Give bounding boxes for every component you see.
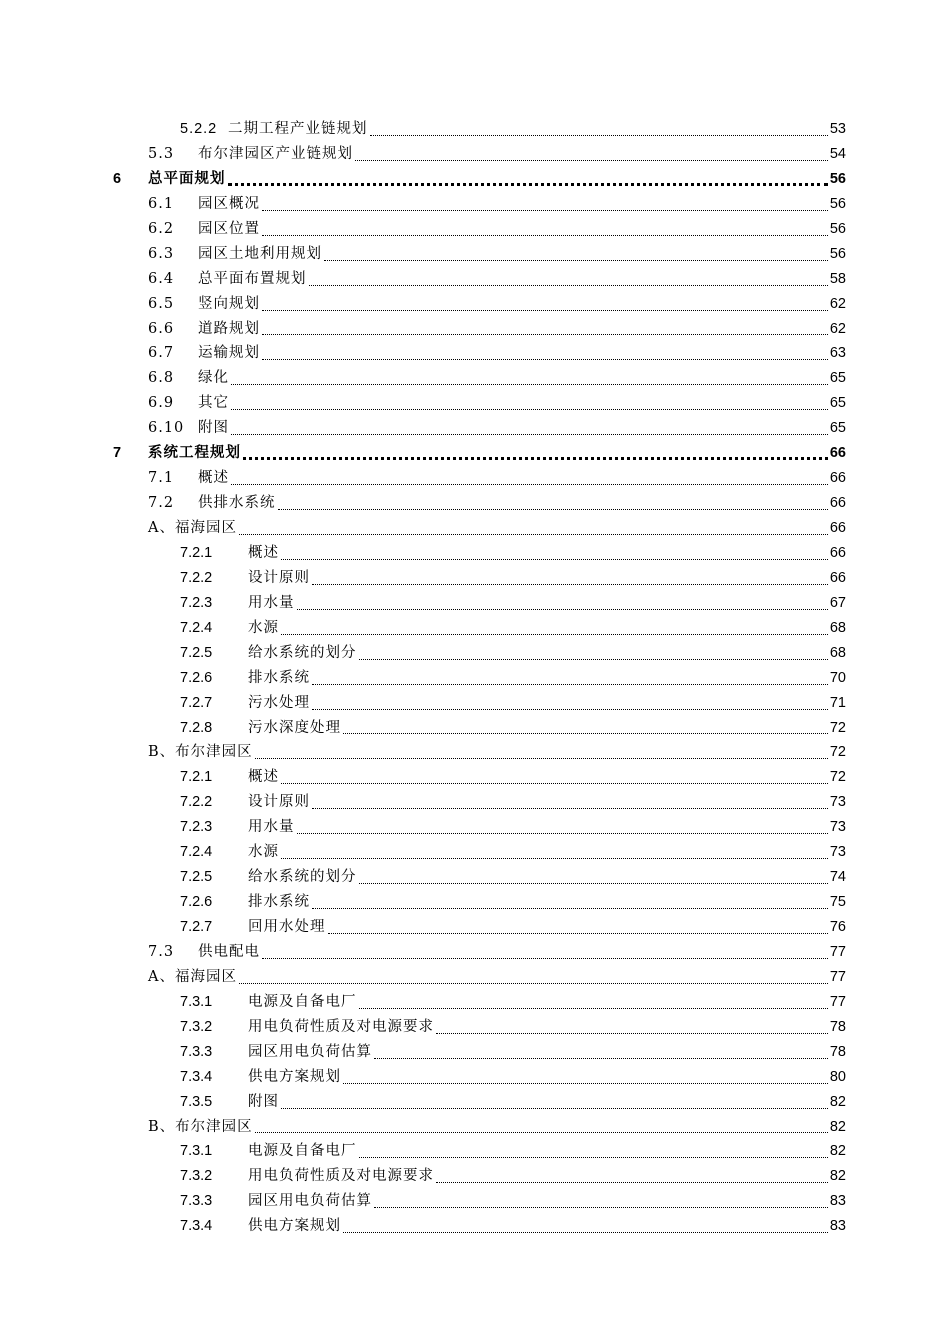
- toc-entry-page: 66: [829, 495, 846, 512]
- toc-entry-number: 5.3: [148, 145, 175, 162]
- toc-entry-title: 附图: [248, 1093, 279, 1110]
- toc-entry[interactable]: [0, 541, 950, 566]
- toc-entry-page: 82: [829, 1118, 846, 1135]
- dot-leader: [328, 933, 828, 934]
- toc-entry-title: 园区位置: [198, 220, 260, 237]
- toc-entry-number: 7.2.1: [180, 544, 213, 561]
- toc-entry-page: 56: [829, 195, 846, 212]
- toc-entry-page: 66: [829, 445, 846, 462]
- toc-entry-page: 68: [829, 619, 846, 636]
- toc-entry[interactable]: [0, 317, 950, 342]
- dot-leader: [255, 1132, 828, 1133]
- toc-entry-page: 77: [829, 968, 846, 985]
- toc-entry-page: 77: [829, 943, 846, 960]
- dot-leader: [281, 1108, 828, 1109]
- toc-entry-number: 7.3.4: [180, 1218, 213, 1235]
- toc-entry[interactable]: [0, 915, 950, 940]
- dot-leader: [239, 534, 828, 535]
- toc-entry-title: 概述: [248, 544, 279, 561]
- dot-leader: [231, 484, 828, 485]
- dot-leader: [262, 210, 828, 211]
- toc-entry-number: 7.2.4: [180, 619, 213, 636]
- toc-entry[interactable]: [0, 1090, 950, 1115]
- toc-entry-title: 其它: [198, 395, 229, 412]
- toc-entry-number: 6.8: [148, 370, 175, 387]
- toc-entry[interactable]: [0, 666, 950, 691]
- dot-leader: [312, 684, 828, 685]
- toc-entry-page: 71: [829, 694, 846, 711]
- dot-leader: [343, 1083, 828, 1084]
- toc-entry-number: 7.3.4: [180, 1068, 213, 1085]
- toc-entry-title: 供电方案规划: [248, 1218, 341, 1235]
- dot-leader: [231, 384, 828, 385]
- toc-entry[interactable]: [0, 890, 950, 915]
- dot-leader: [243, 457, 828, 460]
- toc-entry-page: 82: [829, 1093, 846, 1110]
- toc-entry-title: 概述: [248, 769, 279, 786]
- toc-entry-number: 7.2.5: [180, 644, 213, 661]
- toc-entry-number: 6.2: [148, 220, 175, 237]
- toc-entry-title: 污水深度处理: [248, 719, 341, 736]
- toc-entry-page: 78: [829, 1018, 846, 1035]
- toc-entry-title: 二期工程产业链规划: [228, 121, 368, 137]
- toc-entry-number: 6.9: [148, 395, 175, 412]
- toc-entry-title: 概述: [198, 470, 229, 487]
- dot-leader: [255, 758, 828, 759]
- toc-entry-number: 7.3.1: [180, 1143, 213, 1160]
- toc-entry[interactable]: [0, 815, 950, 840]
- dot-leader: [228, 183, 828, 186]
- toc-entry-title: 回用水处理: [248, 919, 326, 935]
- toc-entry-number: 7.2.8: [180, 719, 213, 736]
- dot-leader: [262, 310, 828, 311]
- toc-entry-page: 73: [829, 844, 846, 861]
- toc-entry[interactable]: [0, 591, 950, 616]
- toc-entry[interactable]: [0, 1139, 950, 1164]
- toc-entry[interactable]: [0, 292, 950, 317]
- dot-leader: [343, 733, 828, 734]
- toc-entry-number: 7.3.1: [180, 993, 213, 1010]
- toc-entry-number: 7.2.3: [180, 819, 213, 836]
- dot-leader: [262, 235, 828, 236]
- toc-entry[interactable]: [0, 990, 950, 1015]
- dot-leader: [281, 783, 828, 784]
- toc-entry-page: 72: [829, 769, 846, 786]
- toc-entry-title: 排水系统: [248, 669, 310, 686]
- toc-entry-title: 给水系统的划分: [248, 644, 357, 661]
- toc-entry-number: 7.2.6: [180, 894, 213, 911]
- dot-leader: [359, 883, 828, 884]
- toc-entry[interactable]: [0, 267, 950, 292]
- toc-entry-number: 7.2.7: [180, 919, 213, 935]
- toc-entry[interactable]: [0, 865, 950, 890]
- toc-entry-number: 7.2.6: [180, 669, 213, 686]
- dot-leader: [262, 359, 828, 360]
- toc-entry-title: 设计原则: [248, 794, 310, 811]
- toc-entry-number: 7.1: [148, 470, 175, 487]
- dot-leader: [239, 983, 828, 984]
- toc-entry-page: 76: [829, 919, 846, 935]
- toc-entry-title: 园区用电负荷估算: [248, 1043, 372, 1060]
- toc-entry-number: 7.2.1: [180, 769, 213, 786]
- toc-entry-title: 总平面布置规划: [198, 270, 307, 287]
- dot-leader: [359, 1008, 828, 1009]
- toc-entry-title: 排水系统: [248, 894, 310, 911]
- toc-entry-number: 7.2.7: [180, 694, 213, 711]
- dot-leader: [436, 1182, 828, 1183]
- dot-leader: [355, 160, 828, 161]
- toc-entry-page: 74: [829, 869, 846, 886]
- toc-entry[interactable]: [0, 1115, 950, 1140]
- toc-entry-title: 绿化: [198, 370, 229, 387]
- dot-leader: [312, 709, 828, 710]
- dot-leader: [278, 509, 828, 510]
- toc-entry-page: 82: [829, 1168, 846, 1185]
- toc-entry[interactable]: [0, 416, 950, 441]
- toc-entry-title: 用电负荷性质及对电源要求: [248, 1018, 434, 1035]
- dot-leader: [281, 559, 828, 560]
- toc-entry-title: 系统工程规划: [148, 445, 241, 462]
- toc-entry-number: 7.3.5: [180, 1093, 213, 1110]
- toc-entry-page: 83: [829, 1193, 846, 1210]
- toc-entry[interactable]: [0, 1040, 950, 1065]
- toc-entry-number: 7.3.3: [180, 1043, 213, 1060]
- toc-entry[interactable]: [0, 566, 950, 591]
- toc-entry-title: 用电负荷性质及对电源要求: [248, 1168, 434, 1185]
- toc-entry[interactable]: [0, 1164, 950, 1189]
- toc-entry-page: 75: [829, 894, 846, 911]
- toc-entry[interactable]: [0, 840, 950, 865]
- toc-entry-page: 65: [829, 420, 846, 437]
- toc-entry-title: 布尔津园区产业链规划: [198, 145, 353, 162]
- toc-entry-title: 供电配电: [198, 943, 260, 960]
- toc-entry-page: 72: [829, 744, 846, 761]
- toc-entry-title: 用水量: [248, 594, 295, 611]
- toc-entry-number: 7.2.4: [180, 844, 213, 861]
- dot-leader: [324, 260, 828, 261]
- toc-entry-page: 63: [829, 345, 846, 362]
- toc-entry-title: 道路规划: [198, 320, 260, 337]
- dot-leader: [309, 285, 828, 286]
- toc-entry-number: 6.1: [148, 195, 175, 212]
- dot-leader: [374, 1058, 828, 1059]
- toc-entry-number: 7.3.3: [180, 1193, 213, 1210]
- toc-entry-title: 电源及自备电厂: [248, 1143, 357, 1160]
- toc-entry-page: 83: [829, 1218, 846, 1235]
- toc-entry[interactable]: [0, 491, 950, 516]
- toc-entry-page: 72: [829, 719, 846, 736]
- toc-entry-title: 给水系统的划分: [248, 869, 357, 886]
- toc-entry-page: 65: [829, 395, 846, 412]
- dot-leader: [312, 808, 828, 809]
- toc-entry-title: 附图: [198, 420, 229, 437]
- toc-entry[interactable]: [0, 1065, 950, 1090]
- dot-leader: [312, 584, 828, 585]
- dot-leader: [370, 135, 828, 136]
- toc-entry-number: 6.5: [148, 295, 175, 312]
- toc-entry-title: 水源: [248, 619, 279, 636]
- toc-entry-number: 7.2: [148, 495, 175, 512]
- toc-entry-number: 5.2.2: [180, 121, 218, 137]
- toc-entry-number: 6.4: [148, 270, 175, 287]
- toc-entry-page: 73: [829, 819, 846, 836]
- dot-leader: [359, 659, 828, 660]
- toc-entry-title: 供排水系统: [198, 495, 276, 512]
- toc-entry-page: 62: [829, 295, 846, 312]
- toc-entry-number: 7.3.2: [180, 1168, 213, 1185]
- dot-leader: [281, 858, 828, 859]
- toc-entry-page: 80: [829, 1068, 846, 1085]
- dot-leader: [436, 1033, 828, 1034]
- dot-leader: [312, 908, 828, 909]
- toc-entry-number: B、布尔津园区: [148, 1118, 253, 1135]
- dot-leader: [359, 1157, 828, 1158]
- toc-entry-title: 竖向规划: [198, 295, 260, 312]
- toc-entry-title: 供电方案规划: [248, 1068, 341, 1085]
- toc-entry-number: 7.3.2: [180, 1018, 213, 1035]
- toc-entry[interactable]: [0, 217, 950, 242]
- toc-entry-page: 56: [829, 220, 846, 237]
- toc-entry[interactable]: [0, 516, 950, 541]
- toc-entry-number: 6.3: [148, 245, 175, 262]
- toc-entry[interactable]: [0, 716, 950, 741]
- dot-leader: [262, 958, 828, 959]
- toc-entry-page: 82: [829, 1143, 846, 1160]
- table-of-contents: [0, 117, 950, 1239]
- dot-leader: [374, 1207, 828, 1208]
- toc-entry-page: 54: [829, 145, 846, 162]
- toc-entry-number: 7.3: [148, 943, 175, 960]
- toc-entry-page: 77: [829, 993, 846, 1010]
- toc-entry-number: 7.2.5: [180, 869, 213, 886]
- toc-entry-page: 53: [829, 121, 846, 137]
- dot-leader: [231, 409, 828, 410]
- toc-entry[interactable]: [0, 1189, 950, 1214]
- dot-leader: [297, 609, 828, 610]
- toc-entry-number: 7: [113, 445, 122, 462]
- toc-entry-title: 水源: [248, 844, 279, 861]
- toc-entry[interactable]: [0, 242, 950, 267]
- toc-entry[interactable]: [0, 616, 950, 641]
- toc-entry-title: 设计原则: [248, 569, 310, 586]
- toc-entry-title: 总平面规划: [148, 170, 226, 187]
- toc-entry-title: 用水量: [248, 819, 295, 836]
- toc-entry-page: 58: [829, 270, 846, 287]
- toc-entry-number: 7.2.3: [180, 594, 213, 611]
- toc-entry[interactable]: [0, 1015, 950, 1040]
- toc-entry[interactable]: [0, 740, 950, 765]
- toc-entry-title: 园区用电负荷估算: [248, 1193, 372, 1210]
- toc-entry[interactable]: [0, 1214, 950, 1239]
- toc-entry-page: 62: [829, 320, 846, 337]
- toc-entry[interactable]: [0, 691, 950, 716]
- toc-entry-title: 园区概况: [198, 195, 260, 212]
- toc-entry-title: 电源及自备电厂: [248, 993, 357, 1010]
- toc-entry[interactable]: [0, 366, 950, 391]
- toc-entry[interactable]: [0, 965, 950, 990]
- toc-entry-number: 6.7: [148, 345, 175, 362]
- dot-leader: [343, 1232, 828, 1233]
- toc-entry-page: 56: [829, 170, 846, 187]
- toc-entry-number: 7.2.2: [180, 794, 213, 811]
- toc-entry-title: 污水处理: [248, 694, 310, 711]
- toc-entry-page: 66: [829, 520, 846, 536]
- toc-entry-number: A、福海园区: [148, 968, 237, 985]
- toc-entry[interactable]: [0, 641, 950, 666]
- toc-entry-page: 67: [829, 594, 846, 611]
- toc-entry-page: 66: [829, 569, 846, 586]
- toc-entry-title: 运输规划: [198, 345, 260, 362]
- toc-entry[interactable]: [0, 790, 950, 815]
- dot-leader: [281, 634, 828, 635]
- toc-entry-number: A、福海园区: [148, 520, 237, 536]
- toc-entry-page: 68: [829, 644, 846, 661]
- toc-entry[interactable]: [0, 117, 950, 142]
- toc-entry-number: 7.2.2: [180, 569, 213, 586]
- toc-entry[interactable]: [0, 142, 950, 167]
- dot-leader: [262, 334, 828, 335]
- toc-entry-page: 73: [829, 794, 846, 811]
- toc-entry-page: 78: [829, 1043, 846, 1060]
- toc-entry-number: B、布尔津园区: [148, 744, 253, 761]
- toc-entry[interactable]: [0, 192, 950, 217]
- toc-entry-title: 园区土地利用规划: [198, 245, 322, 262]
- toc-entry[interactable]: [0, 765, 950, 790]
- toc-entry-number: 6: [113, 170, 122, 187]
- toc-entry[interactable]: [0, 167, 950, 192]
- toc-entry-page: 65: [829, 370, 846, 387]
- toc-entry[interactable]: [0, 940, 950, 965]
- toc-entry-page: 66: [829, 470, 846, 487]
- toc-entry[interactable]: [0, 341, 950, 366]
- toc-entry[interactable]: [0, 466, 950, 491]
- toc-entry[interactable]: [0, 391, 950, 416]
- toc-entry-number: 6.10: [148, 420, 185, 437]
- dot-leader: [297, 833, 828, 834]
- toc-entry-page: 70: [829, 669, 846, 686]
- toc-entry-page: 56: [829, 245, 846, 262]
- toc-entry[interactable]: [0, 441, 950, 466]
- dot-leader: [231, 434, 828, 435]
- toc-entry-page: 66: [829, 544, 846, 561]
- toc-entry-number: 6.6: [148, 320, 175, 337]
